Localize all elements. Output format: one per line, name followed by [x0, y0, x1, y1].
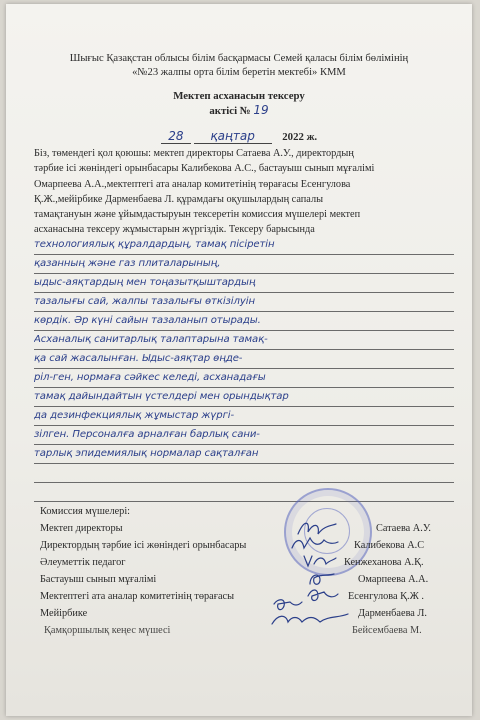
body-line: Біз, төмендегі қол қоюшы: мектеп директоры Сатаева А.У., директордың	[34, 148, 354, 159]
header-line-2: «№23 жалпы орта білім беретін мектебі» КММ	[132, 67, 346, 78]
act-date-month: қаңтар	[194, 129, 272, 144]
member-name: Бейсембаева М.	[352, 625, 422, 636]
act-number-label: актісі №	[209, 105, 251, 117]
body-line: Омарпеева А.А.,мектептегі ата аналар комитетінің төрағасы Есенгулова	[34, 178, 351, 190]
member-row	[40, 554, 460, 571]
handwritten-findings	[34, 236, 454, 502]
handwritten-line: көрдік. Әр күні сайын тазаланып отырады.	[34, 312, 454, 331]
handwritten-line: ріл-ген, нормаға сәйкес келеді, асханадағы	[34, 369, 454, 388]
member-role: Мектеп директоры	[40, 523, 123, 534]
member-role: Әлеуметтік педагог	[40, 557, 126, 568]
member-row	[40, 537, 460, 554]
body-line: Қ.Ж.,мейірбике Дарменбаева Л. құрамдағы оқушылардың сапалы	[34, 193, 324, 205]
act-number-row	[6, 103, 472, 117]
members-heading: Комиссия мүшелері:	[40, 506, 131, 517]
member-row	[40, 588, 460, 605]
member-role: Мейірбике	[40, 608, 88, 619]
member-role: Қамқоршылық кеңес мүшесі	[44, 625, 171, 636]
member-role: Директордың тәрбие ісі жөніндегі орынбасары	[40, 540, 247, 551]
commission-members	[40, 503, 460, 639]
member-row	[40, 571, 460, 588]
act-date-day: 28	[161, 129, 191, 144]
members-heading-row	[40, 503, 460, 520]
act-date	[6, 129, 472, 144]
blank-line	[34, 483, 454, 502]
blank-line	[34, 464, 454, 483]
handwritten-line: ыдыс-аяқтардың мен тоңазытқыштардың	[34, 274, 454, 293]
handwritten-line: қазанның және газ плиталарының,	[34, 255, 454, 274]
act-body-text	[34, 146, 454, 238]
header-line-1: Шығыс Қазақстан облысы білім басқармасы Семей қаласы білім бөлімінің	[69, 53, 409, 64]
signature-social-pedagogue	[302, 552, 338, 570]
member-row	[40, 622, 460, 639]
act-date-year: 2022 ж.	[282, 131, 318, 143]
handwritten-line: Асханалық санитарлық талаптарына тамақ-	[34, 331, 454, 350]
handwritten-line: технологиялық құралдардың, тамақ пісіретін	[34, 236, 454, 255]
handwritten-line: тамақ дайындайтын үстелдері мен орындықтар	[34, 388, 454, 407]
body-line: асханасына тексеру жұмыстарын жүргіздік. Тексеру барысында	[34, 224, 315, 236]
member-name: Кенжеханова А.Қ.	[344, 557, 424, 568]
member-role: Мектептегі ата аналар комитетінің төрағасы	[40, 591, 235, 602]
member-name: Есенгулова Қ.Ж .	[348, 591, 424, 602]
act-number: 19	[253, 103, 269, 117]
document-sheet	[6, 4, 472, 716]
signature-deputy	[290, 534, 340, 554]
act-title: Мектеп асханасын тексеру	[173, 90, 305, 102]
handwritten-line: қа сай жасалынған. Ыдыс-аяқтар өңде-	[34, 350, 454, 369]
member-name: Сатаева А.У.	[376, 523, 432, 534]
body-line: тәрбие ісі жөніндегі орынбасары Калибекова А.С., бастауыш сынып мұғалімі	[34, 163, 375, 175]
body-line: тамақтануын және ұйымдастыруын тексеретін комиссия мүшелері мектеп	[34, 209, 361, 221]
member-role: Бастауыш сынып мұғалімі	[40, 574, 157, 585]
member-row	[40, 605, 460, 622]
handwritten-line: да дезинфекциялық жұмыстар жүргі-	[34, 407, 454, 426]
handwritten-line: тарлық эпидемиялық нормалар сақталған	[34, 445, 454, 464]
member-name: Дарменбаева Л.	[358, 608, 427, 619]
signature-nurse-and-council	[268, 596, 352, 632]
member-name: Омарпеева А.А.	[358, 574, 429, 585]
member-name: Калибекова А.С	[354, 540, 425, 551]
member-row	[40, 520, 460, 537]
handwritten-line: тазалығы сай, жалпы тазалығы өткізілуін	[34, 293, 454, 312]
handwritten-line: зілген. Персоналға арналған барлық сани-	[34, 426, 454, 445]
